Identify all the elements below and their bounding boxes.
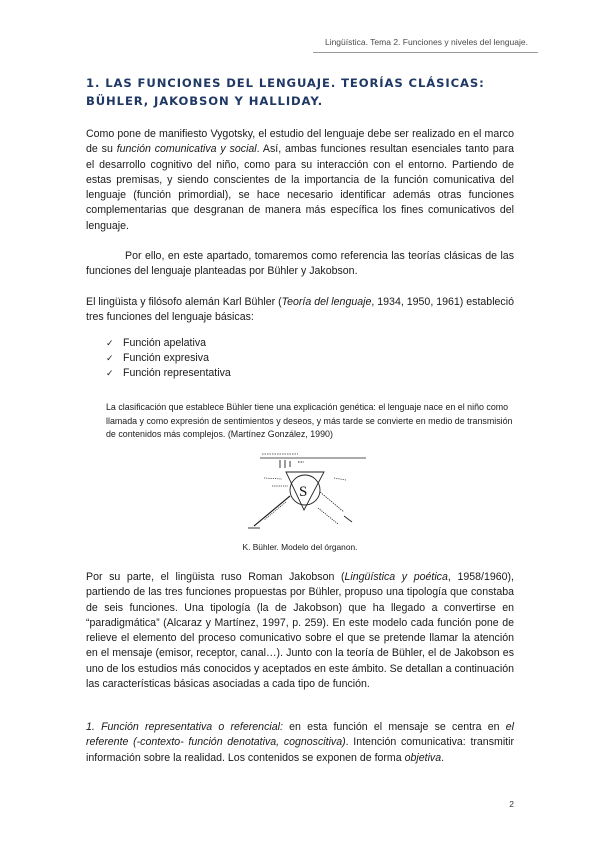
paragraph-representative-emphasis: el referente (-contexto- función denotativa, cognoscitiva) <box>86 721 514 749</box>
paragraph-vygotsky-emphasis: función comunicativa y social <box>116 143 257 156</box>
paragraph-buhler-book-title: Teoría del lenguaje <box>281 296 372 308</box>
paragraph-intro-theories: Por ello, en este apartado, tomaremos como referencia las teorías clásicas de las funciones del lenguaje planteadas por Bühler y Jakobson. <box>86 250 514 278</box>
paragraph-representative-emphasis-objective: objetiva <box>404 751 442 764</box>
paragraph-vygotsky <box>86 127 514 234</box>
list-item-label: Función apelativa <box>123 337 207 349</box>
paragraph-jakobson-text-2: , 1958/1960), partiendo de las tres funciones propuestas por Bühler, propuso una tipología que constaba de seis funciones. Una tipología (la de Jakobson) que ha llegado a convertirse en “paradigmática” (Alcaraz y Martínez, 1997, p. 259). En este modelo cada función pone de relieve el elemento del proceso comunicativo sobre el que se pretende llamar la atención en el mensaje (emisor, receptor, canal…). Junto con la teoría de Bühler, el de Jakobson es uno de los estudios más conocidos y aceptados en este ámbito. Se detallan a continuación las características básicas asociadas a cada tipo de función. <box>86 571 514 691</box>
diagram-diagonal-left-hatch <box>264 502 286 520</box>
section-title: 1. LAS FUNCIONES DEL LENGUAJE. TEORÍAS CLÁSICAS: BÜHLER, JAKOBSON Y HALLIDAY. <box>86 76 485 108</box>
page-number: 2 <box>509 799 514 809</box>
list-item <box>106 336 231 351</box>
paragraph-buhler-text-2: , 1934, 1950, 1961) estableció tres funciones del lenguaje básicas: <box>86 296 514 324</box>
list-item <box>106 351 231 366</box>
paragraph-vygotsky-text-1: Como pone de manifiesto Vygotsky, el estudio del lenguaje debe ser realizado en el marco de su <box>86 128 514 156</box>
buhler-functions-list <box>106 336 231 380</box>
checkmark-icon: ✓ <box>106 338 114 348</box>
paragraph-buhler <box>86 295 514 326</box>
diagram-bottom-mark <box>344 516 352 522</box>
paragraph-jakobson <box>86 570 514 692</box>
paragraph-representative-text-2: . Intención comunicativa: transmitir información sobre la realidad. Los contenidos se exponen de forma <box>86 736 514 764</box>
quote-martinez-gonzalez: La clasificación que establece Bühler tiene una explicación genética: el lenguaje nace en el niño como llamada y como expresión de sentimientos y deseos, y más tarde se convierte en medio de transmisión de contenidos más complejos. (Martínez González, 1990) <box>106 402 513 440</box>
paragraph-jakobson-book-title: Lingüística y poética <box>344 571 448 583</box>
paragraph-representative-text-3: . <box>441 751 445 764</box>
diagram-diagonal-right <box>320 492 344 512</box>
paragraph-representative-text-1: en esta función el mensaje se centra en <box>282 721 506 733</box>
list-item-label: Función representativa <box>123 366 231 379</box>
diagram-symbol-s: S <box>299 484 308 500</box>
paragraph-representative-function <box>86 720 514 766</box>
paragraph-buhler-text-1: El lingüista y filósofo alemán Karl Bühler ( <box>86 296 282 308</box>
figure-caption: K. Bühler. Modelo del órganon. <box>242 542 358 552</box>
running-header: Lingüística. Tema 2. Funciones y niveles del lenguaje. <box>324 37 528 47</box>
list-item <box>106 366 231 381</box>
function-heading: 1. Función representativa o referencial: <box>86 721 283 733</box>
diagram-left-hatch <box>264 478 282 479</box>
diagram-diagonal-lower-right <box>318 508 338 524</box>
paragraph-jakobson-text-1: Por su parte, el lingüista ruso Roman Jakobson ( <box>86 571 345 583</box>
header-rule <box>313 52 538 53</box>
checkmark-icon: ✓ <box>106 352 114 363</box>
list-item-label: Función expresiva <box>123 351 209 364</box>
diagram-diagonal-left <box>254 496 290 526</box>
paragraph-vygotsky-text-2: . Así, ambas funciones resultan esenciales tanto para el desarrollo cognitivo del niño, como para su interacción con el entorno. Partiendo de estas premisas, y siendo conscientes de la importancia de la función comunicativa del lenguaje (función primordial), se hace necesario identificar además otras funciones complementarias que desgranan de manera más específica los fines comunicativos del lenguaje. <box>86 143 514 232</box>
diagram-right-hatch <box>334 478 346 480</box>
organon-model-diagram <box>238 452 368 534</box>
checkmark-icon: ✓ <box>106 367 114 378</box>
